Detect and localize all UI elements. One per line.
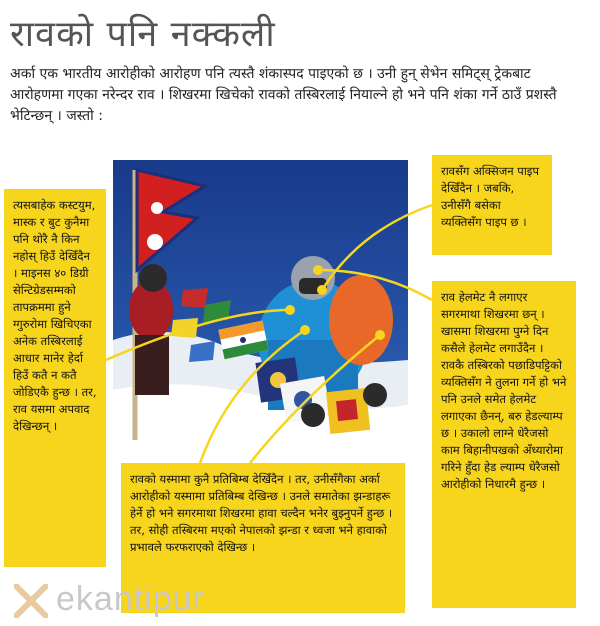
ekantipur-logo-text: ekantipur	[56, 580, 205, 618]
page-title: रावको पनि नक्कली	[10, 14, 276, 55]
ekantipur-logo	[14, 580, 254, 620]
callout-no-snow: त्यसबाहेक कस्टयुम, मास्क र बुट कुनैमा पनि थोरै नै किन नहोस् हिउँ देखिँदैन । माइनस ४० डिग्री सेन्टिग्रेडसम्मको तापक्रममा हुने ग्गुरुरोमा खिचिएका अनेक तस्बिरलाई आधार मानेर हेर्दा हिउँ कतै न कतै जोडिएकै हुन्छ । तर, राव यसमा अपवाद देखिन्छन् ।	[4, 189, 106, 567]
intro-paragraph: अर्का एक भारतीय आरोहीको आरोहण पनि त्यस्तै शंकास्पद पाइएको छ । उनी हुन् सेभेन समिट्स् ट्रेकबाट आरोहणमा गएका नरेन्दर राव । शिखरमा खिचेको रावको तस्बिरलाई नियाल्ने हो भने पनि शंका गर्ने ठाउँ प्रशस्तै भेटिन्छन् । जस्तो :	[10, 66, 557, 124]
summit-photo	[113, 160, 408, 445]
callout-oxygen-pipe: रावसँग अक्सिजन पाइप देखिँदैन । जबकि, उनीसँगै बसेका व्यक्तिसँग पाइप छ ।	[432, 155, 552, 255]
ekantipur-logo-icon	[14, 584, 48, 618]
callout-reflection-flags: रावको यस्मामा कुनै प्रतिबिम्ब देखिँदैन । तर, उनीसँगैका अर्का आरोहीको यस्मामा प्रतिबिम्ब देखिन्छ । उनले समातेका झन्डाहरू हेर्ने हो भने सगरमाथा शिखरमा हावा चल्दैन भनेर बुझ्नुपर्ने हुन्छ । तर, सोही तस्बिरमा मएको नेपालको झन्डा र ध्वजा भने हावाको प्रभावले फरफराएको देखिन्छ ।	[121, 463, 405, 613]
callout-helmet: राव हेलमेट नै लगाएर सगरमाथा शिखरमा छन् । खासमा शिखरमा पुग्ने दिन कसैले हेलमेट लगाउँदैन । रावकै तस्बिरको पछाडिपट्टिको व्यक्तिसँग ने तुलना गर्ने हो भने पनि उनले समेत हेलमेट लगाएका छैनन्, बरु हेडल्याम्प छ । उकालो लाग्ने धेरैजसो काम बिहानीपखको अँध्यारोमा गरिने हुँदा हेड ल्याम्प धेरैजसो आरोहीको निधारमै हुन्छ ।	[432, 281, 576, 608]
